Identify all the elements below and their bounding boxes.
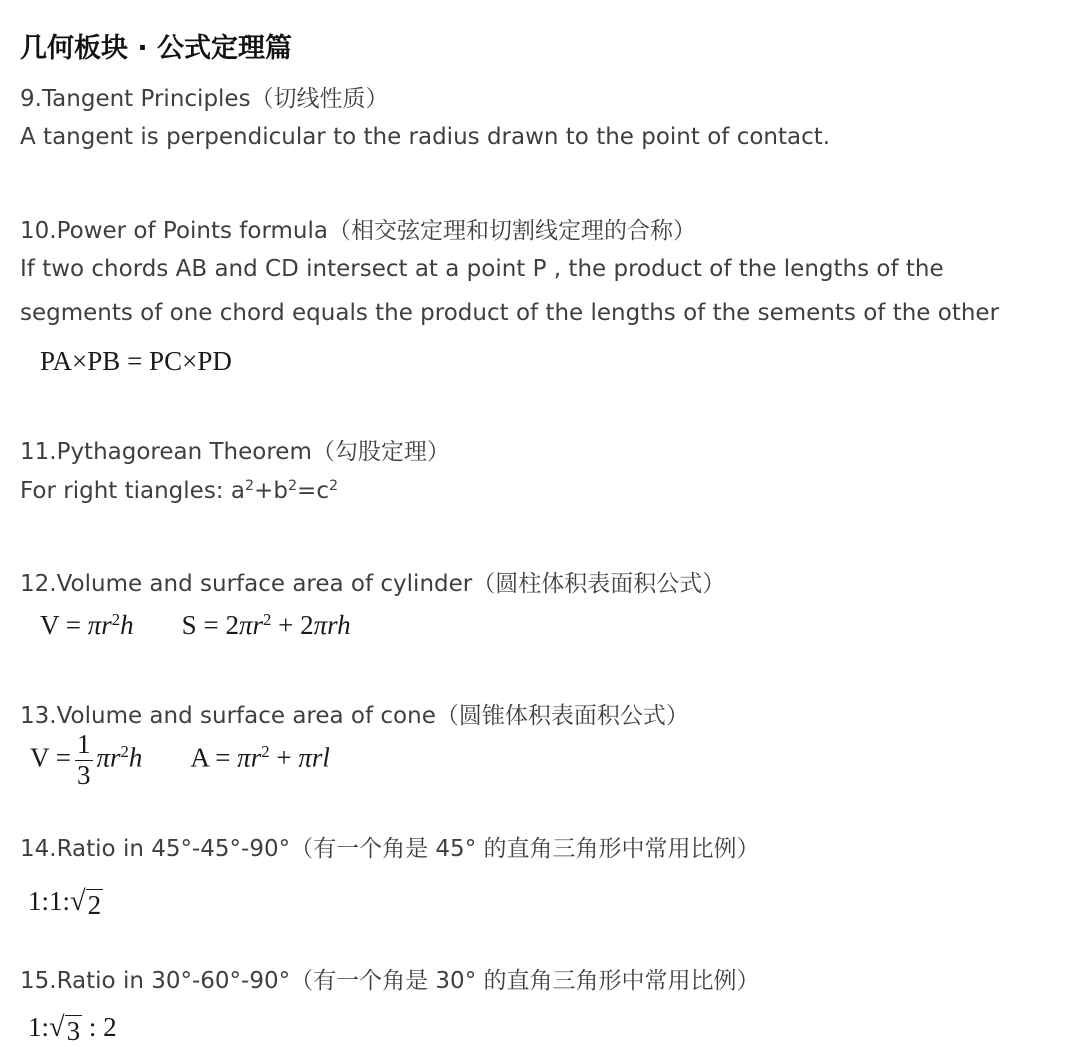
- formula-cylinder: $V = \pi r^2h$ $S = 2\pi r^2 + 2\pi rh$: [40, 609, 351, 640]
- formula-ratio-30: 1: √ 3 : 2: [28, 1012, 117, 1046]
- heading-12: 12.Volume and surface area of cylinder（圆柱体积表面积公式）: [20, 571, 726, 597]
- text-10-1: If two chords AB and CD intersect at a point P , the product of the lengths of the: [20, 256, 944, 282]
- page-title: 几何板块 · 公式定理篇: [20, 33, 293, 64]
- sqrt-2: √ 2: [70, 886, 102, 920]
- sqrt-3: √ 3: [49, 1012, 81, 1046]
- heading-9: 9.Tangent Principles（切线性质）: [20, 86, 389, 112]
- fraction-one-third: $\frac{1}{3}$: [77, 729, 91, 790]
- heading-10: 10.Power of Points formula（相交弦定理和切割线定理的合称）: [20, 218, 696, 244]
- heading-14: 14.Ratio in 45°-45°-90°（有一个角是 45° 的直角三角形中常用比例）: [20, 836, 760, 862]
- text-11: For right tiangles: $a^2+b^2=c^2$: [20, 478, 339, 504]
- formula-ratio-45: 1:1: √ 2: [28, 886, 102, 920]
- formula-power-of-point: PA×PB = PC×PD: [40, 346, 232, 376]
- heading-15: 15.Ratio in 30°-60°-90°（有一个角是 30° 的直角三角形中常用比例）: [20, 968, 760, 994]
- heading-13: 13.Volume and surface area of cone（圆锥体积表面积公式）: [20, 703, 689, 729]
- text-10-2: segments of one chord equals the product of the lengths of the sements of the other: [20, 300, 1000, 326]
- formula-cone: V = $\frac{1}{3}$ $\pi r^2h$ $A = \pi r^2 + \pi rl$: [30, 729, 330, 790]
- heading-11: 11.Pythagorean Theorem（勾股定理）: [20, 439, 450, 465]
- text-9: A tangent is perpendicular to the radius drawn to the point of contact.: [20, 124, 831, 150]
